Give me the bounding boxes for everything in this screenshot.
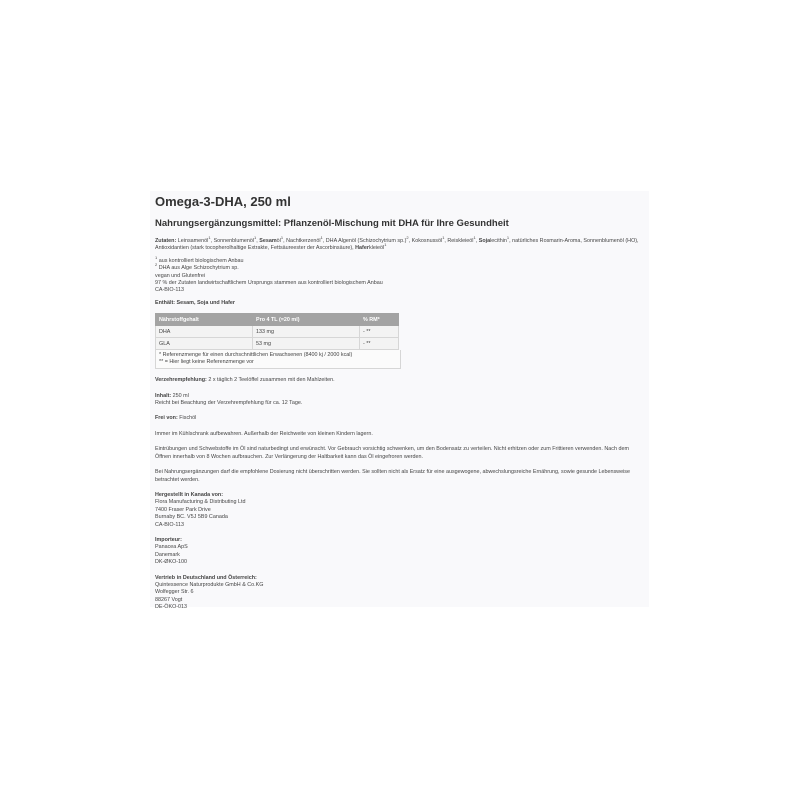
footnote-ref: 1: [506, 235, 510, 241]
footnote-ref: 2: [406, 235, 409, 241]
ingredient-text: kleieöl: [368, 245, 385, 252]
organic-cert-code: CA-BIO-113: [155, 287, 184, 294]
nutrition-note-no-reference: ** = Hier liegt keine Referenzmenge vor: [159, 359, 254, 366]
dosage-warning: Bei Nahrungsergänzungen darf die empfohlene Dosierung nicht überschritten werden. Sie sollten nicht als Ersatz für eine ausgewogene, abwechslungsreiche Ernährung, sowie gesunde Lebensweise betrachtet werden.: [155, 469, 630, 483]
table-row: [156, 338, 399, 350]
ingredient-text: , natürliches Rosmarin-Aroma, Sonnenblumenöl (HO), Antioxidantien (stark tocopherolhaltige Extrakte, Fettsäureester der Ascorbinsäure),: [155, 238, 639, 252]
content-text: 250 ml: [171, 392, 189, 399]
storage-instructions: Immer im Kühlschrank aufbewahren. Außerhalb der Reichweite von kleinen Kindern lagern.: [155, 430, 373, 437]
ingredient-text: , Sonnenblumenöl: [210, 238, 255, 244]
product-info-content: [155, 194, 645, 612]
free-from-text: Fischöl: [177, 415, 197, 422]
table-row: [156, 326, 399, 338]
organic-share-note: 97 % der Zutaten landwirtschaftlichem Ursprungs stammen aus kontrolliert biologischem Anbau: [155, 280, 383, 287]
ingredient-text: , DHA Algenöl (Schizochytrium sp.): [322, 238, 407, 244]
manufacturer-label: Hergestellt in Kanada von:: [155, 491, 223, 498]
footnote-dha: [155, 262, 645, 272]
ingredient-text: , Nachtkerzenöl: [283, 238, 321, 244]
importer-line: Panacea ApS: [155, 544, 188, 551]
footnote-ref: 1: [442, 235, 445, 241]
content-label: Inhalt:: [155, 392, 172, 399]
nutrition-header-amount: Pro 4 TL (=20 ml): [253, 314, 360, 326]
allergen-soja: Soja: [478, 238, 491, 244]
free-from-label: Frei von:: [155, 415, 178, 422]
handling-instructions: Eintrübungen und Schwebstoffe im Öl sind naturbedingt und erwünscht. Vor Gebrauch vorsichtig schwenken, um den Bodensatz zu verteilen. Nicht erhitzen oder zum Frittieren verwenden. Nach dem Öffnen innerhalb von 8 Wochen aufbrauchen. Zur Verlängerung der Haltbarkeit kann das Öl eingefroren werden.: [155, 446, 629, 460]
ingredient-text: öl: [276, 238, 281, 244]
manufacturer-line: Burnaby BC. V5J 5B9 Canada: [155, 514, 228, 521]
allergen-sesam: Sesam: [259, 238, 277, 244]
distribution-line: DE-ÖKO-013: [155, 604, 188, 611]
product-subtitle: Nahrungsergänzungsmittel: Pflanzenöl-Mischung mit DHA für Ihre Gesundheit: [155, 218, 509, 229]
ingredient-text: ,: [256, 238, 260, 244]
footnote-ref: 1: [280, 235, 284, 241]
ingredient-text: Leinsamenöl: [176, 238, 209, 244]
nutrition-header-rm: % RM*: [360, 314, 399, 326]
free-from: [155, 415, 645, 422]
ingredients: [155, 235, 645, 253]
footnote-ref: 1: [473, 235, 476, 241]
content-duration: Reicht bei Beachtung der Verzehrempfehlung für ca. 12 Tage.: [155, 400, 303, 407]
dosage-text: 2 x täglich 2 Teelöffel zusammen mit den Mahlzeiten.: [206, 377, 335, 384]
content-volume: [155, 393, 645, 400]
nutrition-table: [155, 313, 399, 350]
ingredients-label: Zutaten:: [155, 238, 177, 244]
footnote-ref: 1: [208, 235, 211, 241]
allergen-hafer: Hafer: [355, 245, 369, 252]
ingredient-text: lecithin: [490, 238, 507, 244]
dosage-recommendation: [155, 377, 645, 384]
footnote-marker: 1: [155, 255, 158, 261]
footnote-ref: 1: [254, 235, 257, 241]
dosage-label: Verzehrempfehlung:: [155, 377, 207, 384]
nutrient-amount: 53 mg: [253, 338, 360, 350]
nutrient-name: GLA: [156, 338, 253, 350]
nutrient-amount: 133 mg: [253, 326, 360, 338]
nutrition-header-nutrient: Nährstoffgehalt: [156, 314, 253, 326]
nutrient-rm: - **: [360, 326, 399, 338]
manufacturer-line: Flora Manufacturing & Distributing Ltd: [155, 499, 246, 506]
ingredient-text: ,: [475, 238, 479, 244]
distribution-line: Wolfegger Str. 6: [155, 589, 194, 596]
footnote-text: aus kontrolliert biologischem Anbau: [157, 257, 244, 264]
manufacturer-line: CA-BIO-113: [155, 521, 184, 528]
ingredient-text: , Kokosnussöl: [408, 238, 443, 244]
allergen-contains: Enthält: Sesam, Soja und Hafer: [155, 299, 235, 306]
distribution-line: Quintessence Naturprodukte GmbH & Co.KG: [155, 581, 264, 588]
importer-line: DK-ØKO-100: [155, 559, 188, 566]
nutrition-note-reference: * Referenzmenge für einen durchschnittlichen Erwachsenen (8400 kj / 2000 kcal): [159, 352, 353, 359]
nutrient-rm: - **: [360, 338, 399, 350]
vegan-note: vegan und Glutenfrei: [155, 272, 206, 279]
distribution-line: 88267 Vogt: [155, 596, 183, 603]
importer-line: Danemark: [155, 551, 180, 558]
product-info-panel: [150, 191, 649, 611]
nutrition-notes: [155, 350, 401, 369]
footnote-ref: 1: [320, 235, 323, 241]
nutrient-name: DHA: [156, 326, 253, 338]
distribution-label: Vertrieb in Deutschland und Österreich:: [155, 574, 257, 581]
footnote-marker: 2: [155, 262, 158, 268]
product-title: Omega-3-DHA, 250 ml: [155, 194, 291, 209]
footnote-text: DHA aus Alge Schizochytrium sp.: [157, 265, 239, 272]
footnote-ref: 1: [384, 242, 387, 248]
manufacturer-line: 7400 Fraser Park Drive: [155, 506, 211, 513]
importer-label: Importeur:: [155, 536, 182, 543]
nutrition-header-row: [156, 314, 399, 326]
ingredient-text: , Reiskleieöl: [444, 238, 474, 244]
